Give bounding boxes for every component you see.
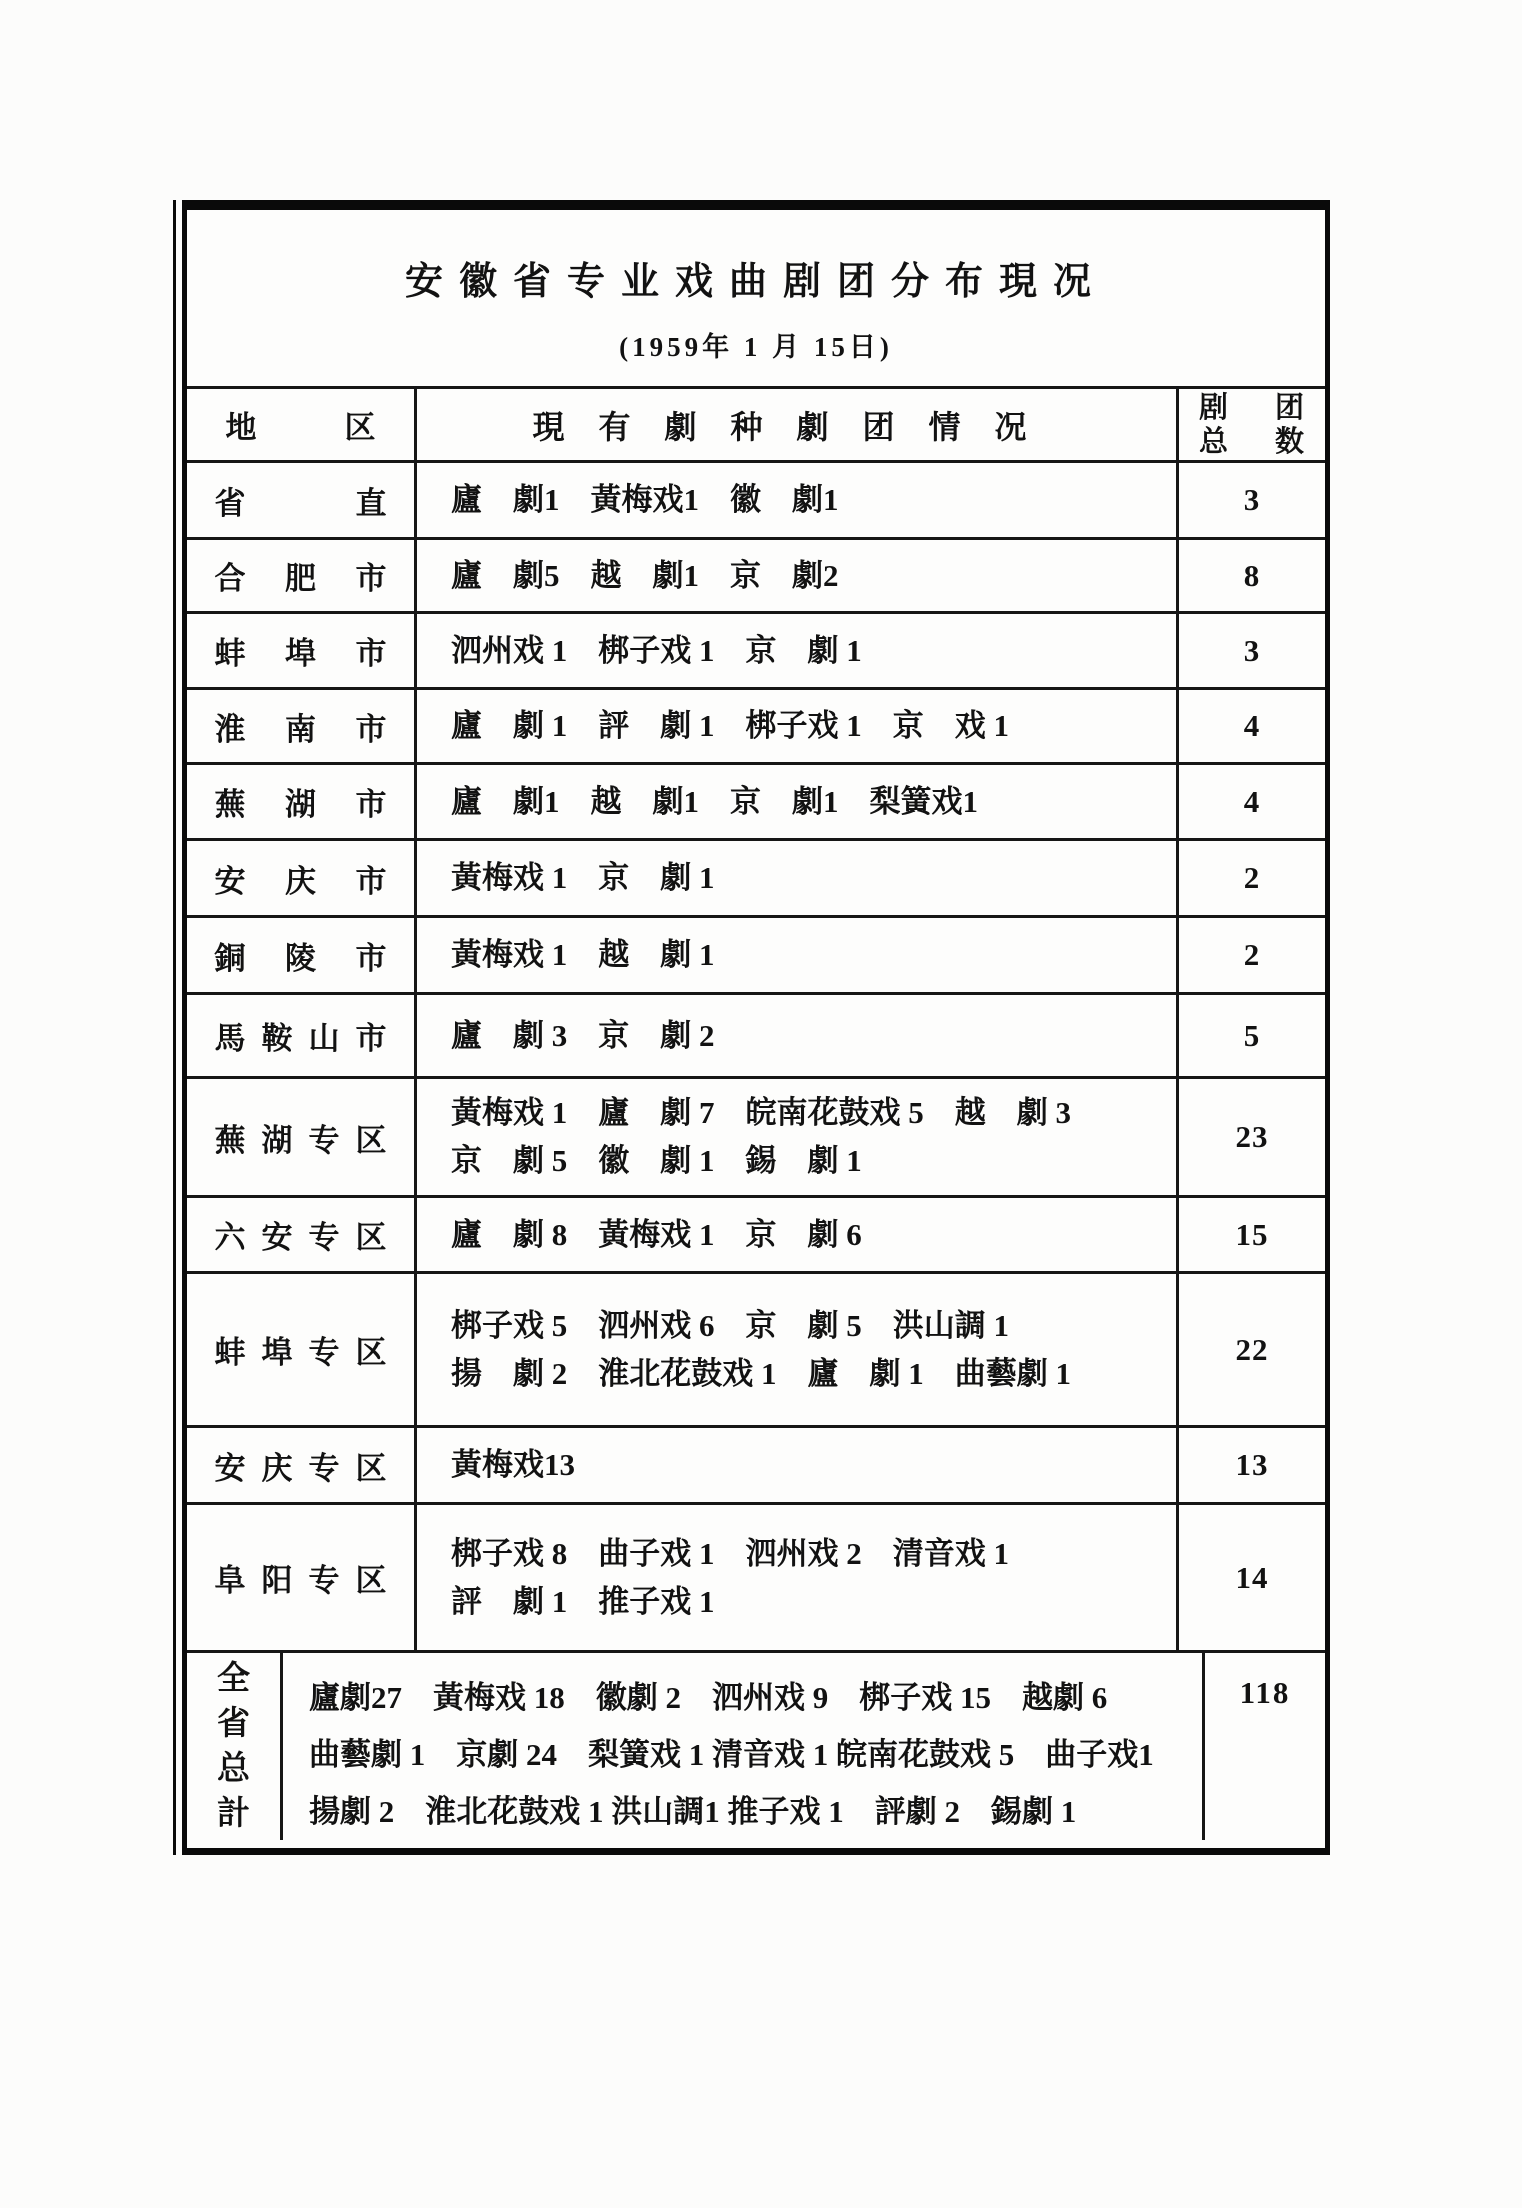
- detail-line: 京 劇 5 徽 劇 1 錫 劇 1: [451, 1143, 862, 1178]
- table-row: [187, 1195, 1325, 1271]
- table-row: [187, 537, 1325, 611]
- region-label: 蕪湖市: [214, 787, 387, 822]
- region-cell: [187, 1079, 417, 1195]
- detail-line: 泗州戏 1 梆子戏 1 京 劇 1: [451, 632, 862, 668]
- detail-line: 廬 劇1 越 劇1 京 劇1 梨簧戏1: [451, 783, 978, 819]
- region-cell: [187, 841, 417, 915]
- region-label: 蕪湖专区: [214, 1122, 387, 1158]
- total-cell: 5: [1243, 1017, 1261, 1053]
- detail-line: 廬 劇 3 京 劇 2: [451, 1017, 715, 1053]
- detail-line: 梆子戏 5 泗州戏 6 京 劇 5 洪山調 1: [451, 1307, 1009, 1343]
- page-subtitle: (1959年 1 月 15日): [619, 332, 893, 362]
- detail-cell: [417, 463, 1179, 537]
- region-cell: [187, 995, 417, 1076]
- table-row: [187, 460, 1325, 537]
- detail-line: 黃梅戏 1 越 劇 1: [451, 937, 715, 972]
- table-row: [187, 1076, 1325, 1195]
- total-cell: 15: [1235, 1216, 1269, 1252]
- detail-cell: [417, 765, 1179, 838]
- detail-line: 廬 劇 8 黃梅戏 1 京 劇 6: [451, 1216, 862, 1252]
- table-row: [187, 762, 1325, 838]
- table-header-row: [187, 386, 1325, 460]
- detail-line: 廬 劇 1 評 劇 1 梆子戏 1 京 戏 1: [451, 708, 1009, 743]
- table-row: [187, 992, 1325, 1076]
- total-cell: 4: [1243, 783, 1261, 819]
- region-label: 省直: [214, 485, 387, 521]
- total-cell: 3: [1243, 632, 1261, 668]
- region-label: 合肥市: [214, 561, 387, 596]
- detail-line: 黃梅戏13: [451, 1447, 575, 1482]
- region-label: 銅陵市: [214, 940, 387, 976]
- table-row: [187, 838, 1325, 915]
- detail-cell: [417, 1274, 1179, 1425]
- region-label: 六安专区: [214, 1220, 387, 1255]
- region-cell: [187, 765, 417, 838]
- detail-cell: [417, 1428, 1179, 1502]
- document-header: [187, 210, 1325, 386]
- region-cell: [187, 918, 417, 992]
- header-region-label: 地区: [225, 410, 376, 445]
- region-cell: [187, 1505, 417, 1650]
- detail-line: 梆子戏 8 曲子戏 1 泗州戏 2 清音戏 1: [451, 1535, 1009, 1571]
- detail-line: 揚 劇 2 淮北花鼓戏 1 廬 劇 1 曲藝劇 1: [451, 1355, 1071, 1391]
- total-cell: 14: [1235, 1559, 1269, 1595]
- header-total-label-top: 剧团: [1199, 391, 1305, 424]
- detail-cell: [417, 1198, 1179, 1271]
- page-title: 安徽省专业戏曲剧团分布現况: [404, 261, 1107, 303]
- detail-cell: [417, 841, 1179, 915]
- summary-region-char: 总: [217, 1751, 250, 1787]
- total-cell: 13: [1235, 1447, 1269, 1482]
- detail-line: 黃梅戏 1 京 劇 1: [451, 860, 715, 895]
- summary-line: 廬劇27 黃梅戏 18 徽劇 2 泗州戏 9 梆子戏 15 越劇 6: [309, 1680, 1108, 1715]
- region-cell: [187, 1428, 417, 1502]
- summary-region-char: 全: [217, 1661, 250, 1697]
- detail-cell: [417, 614, 1179, 687]
- region-label: 蚌埠市: [214, 636, 387, 671]
- region-label: 淮南市: [214, 711, 387, 747]
- header-detail-label: 現有劇种劇团情况: [532, 408, 1061, 445]
- total-cell: 8: [1243, 557, 1261, 593]
- detail-cell: [417, 918, 1179, 992]
- region-label: 阜阳专区: [214, 1563, 387, 1598]
- region-label: 馬鞍山市: [214, 1021, 387, 1056]
- header-total-label-bottom: 总数: [1199, 425, 1305, 458]
- summary-line: 曲藝劇 1 京劇 24 梨簧戏 1 清音戏 1 皖南花鼓戏 5 曲子戏1: [309, 1737, 1154, 1772]
- region-cell: [187, 463, 417, 537]
- summary-region-char: 省: [217, 1706, 250, 1742]
- region-label: 蚌埠专区: [214, 1335, 387, 1370]
- detail-cell: [417, 995, 1179, 1076]
- table-row: [187, 1271, 1325, 1425]
- detail-cell: [417, 1079, 1179, 1195]
- header-detail-cell: [417, 389, 1179, 460]
- region-cell: [187, 1198, 417, 1271]
- region-label: 安庆专区: [214, 1450, 387, 1486]
- detail-cell: [417, 690, 1179, 762]
- total-cell: 22: [1235, 1331, 1269, 1367]
- region-label: 安庆市: [214, 863, 387, 899]
- table-row: [187, 915, 1325, 992]
- header-total-cell: [1179, 389, 1325, 460]
- total-cell: 23: [1235, 1119, 1269, 1154]
- summary-region-cell: [187, 1653, 283, 1840]
- total-cell: 2: [1243, 860, 1261, 895]
- table-row: [187, 687, 1325, 762]
- total-cell: 4: [1243, 708, 1261, 743]
- table-row: [187, 611, 1325, 687]
- region-cell: [187, 614, 417, 687]
- detail-cell: [417, 540, 1179, 611]
- detail-line: 廬 劇1 黃梅戏1 徽 劇1: [451, 482, 839, 517]
- table-row: [187, 1502, 1325, 1650]
- region-cell: [187, 540, 417, 611]
- summary-line: 揚劇 2 淮北花鼓戏 1 洪山調1 推子戏 1 評劇 2 錫劇 1: [309, 1794, 1077, 1829]
- detail-cell: [417, 1505, 1179, 1650]
- document-border-box: [182, 200, 1330, 1855]
- total-cell: 3: [1243, 482, 1261, 517]
- summary-detail-cell: [283, 1653, 1205, 1840]
- summary-row: [187, 1650, 1325, 1840]
- detail-line: 評 劇 1 推子戏 1: [451, 1583, 715, 1619]
- total-cell: 2: [1243, 937, 1261, 972]
- detail-line: 黃梅戏 1 廬 劇 7 皖南花鼓戏 5 越 劇 3: [451, 1095, 1071, 1130]
- summary-region-char: 計: [217, 1796, 250, 1832]
- detail-line: 廬 劇5 越 劇1 京 劇2: [451, 557, 839, 593]
- region-cell: [187, 1274, 417, 1425]
- header-region-cell: [187, 389, 417, 460]
- summary-total-cell: 118: [1239, 1675, 1291, 1710]
- region-cell: [187, 690, 417, 762]
- table-row: [187, 1425, 1325, 1502]
